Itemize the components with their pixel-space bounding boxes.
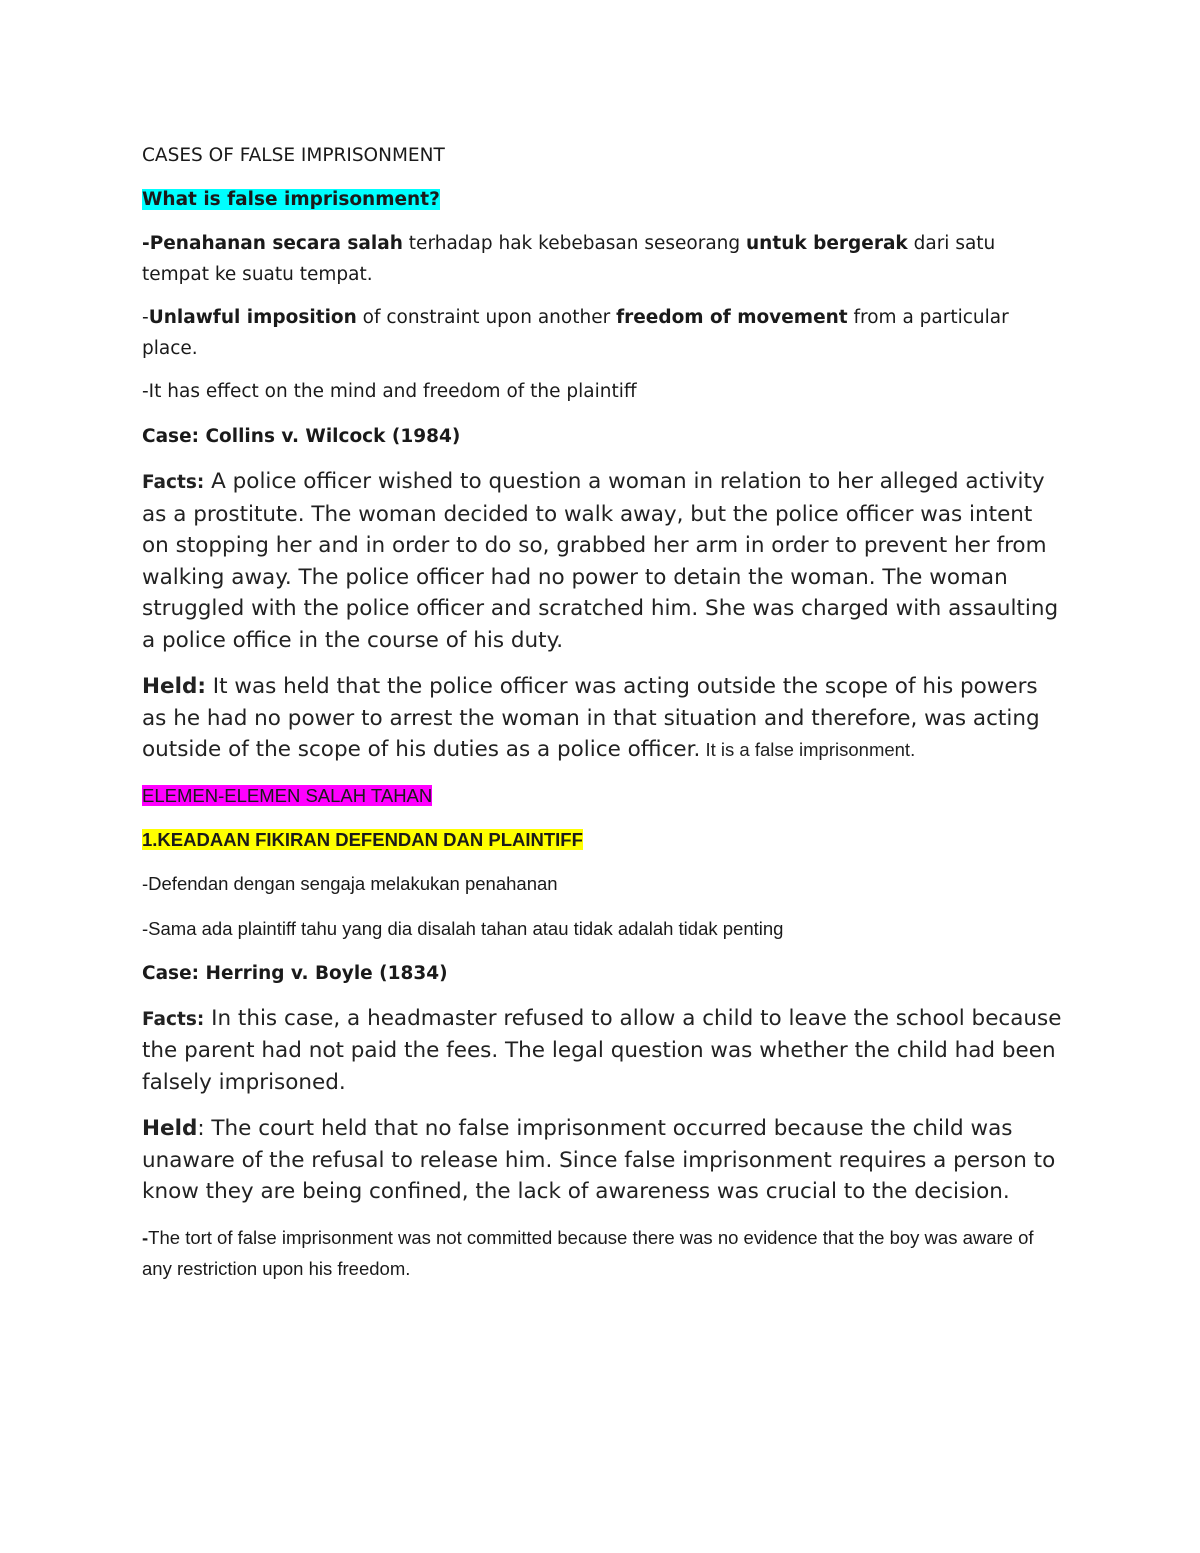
case2-held-label: Held [142,1116,198,1141]
question-highlight: What is false imprisonment? [142,189,440,210]
element-point-2: -Sama ada plaintiff tahu yang dia disalah tahan atau tidak adalah tidak penting [142,917,784,939]
case2-held: Held: The court held that no false imprisonment occurred because the child was unaware of the refusal to release him. Since false imprisonment requires a person to know they are being confined, the lack of awareness was crucial to the decision. [142,1116,1056,1204]
conclusion-point: -The tort of false imprisonment was not committed because there was no evidence that the boy was aware of any restriction upon his freedom. [142,1226,1034,1279]
sub-heading [142,824,1062,855]
case1-held-label: Held: [142,674,206,699]
document-body [142,140,1062,1284]
case1-facts: Facts: A police officer wished to question a woman in relation to her alleged activity as a prostitute. The woman decided to walk away, but the police officer was intent on stopping her and in order to do so, grabbed her arm in order to prevent her from walking away. The police officer had no power to detain the woman. The woman struggled with the police officer and scratched him. She was charged with assaulting a police office in the course of his duty. [142,469,1059,653]
definition-english-bold-2: freedom of movement [616,307,848,328]
case1-facts-label: Facts: [142,472,205,493]
sub-heading-highlight: 1.KEADAAN FIKIRAN DEFENDAN DAN PLAINTIFF [142,828,583,850]
case1-heading: Case: Collins v. Wilcock (1984) [142,426,461,447]
definition-english: -Unlawful imposition of constraint upon another freedom of movement from a particular place. [142,307,1009,359]
definition-malay-bold-1: Penahanan secara salah [149,233,403,254]
case2-facts: Facts: In this case, a headmaster refused to allow a child to leave the school because the parent had not paid the fees. The legal question was whether the child had been falsely imprisoned. [142,1005,1062,1095]
case1-held: Held: It was held that the police officer was acting outside the scope of his powers as he had no power to arrest the woman in that situation and therefore, was acting outside of the scope of his duties as a police officer. It is a false imprisonment. [142,674,1040,762]
case2-heading: Case: Herring v. Boyle (1834) [142,962,448,984]
definition-malay: -Penahanan secara salah terhadap hak kebebasan seseorang untuk bergerak dari satu tempat ke suatu tempat. [142,233,996,285]
element-point-1: -Defendan dengan sengaja melakukan penahanan [142,872,558,894]
definition-malay-bold-2: untuk bergerak [746,233,908,254]
document-title: CASES OF FALSE IMPRISONMENT [142,145,445,166]
effect-point: -It has effect on the mind and freedom of the plaintiff [142,381,637,402]
definition-english-bold-1: Unlawful imposition [148,307,357,328]
case2-facts-label: Facts: [142,1008,205,1030]
section-heading-highlight: ELEMEN-ELEMEN SALAH TAHAN [142,784,433,806]
question-heading [142,184,1062,215]
section-heading [142,780,1062,811]
